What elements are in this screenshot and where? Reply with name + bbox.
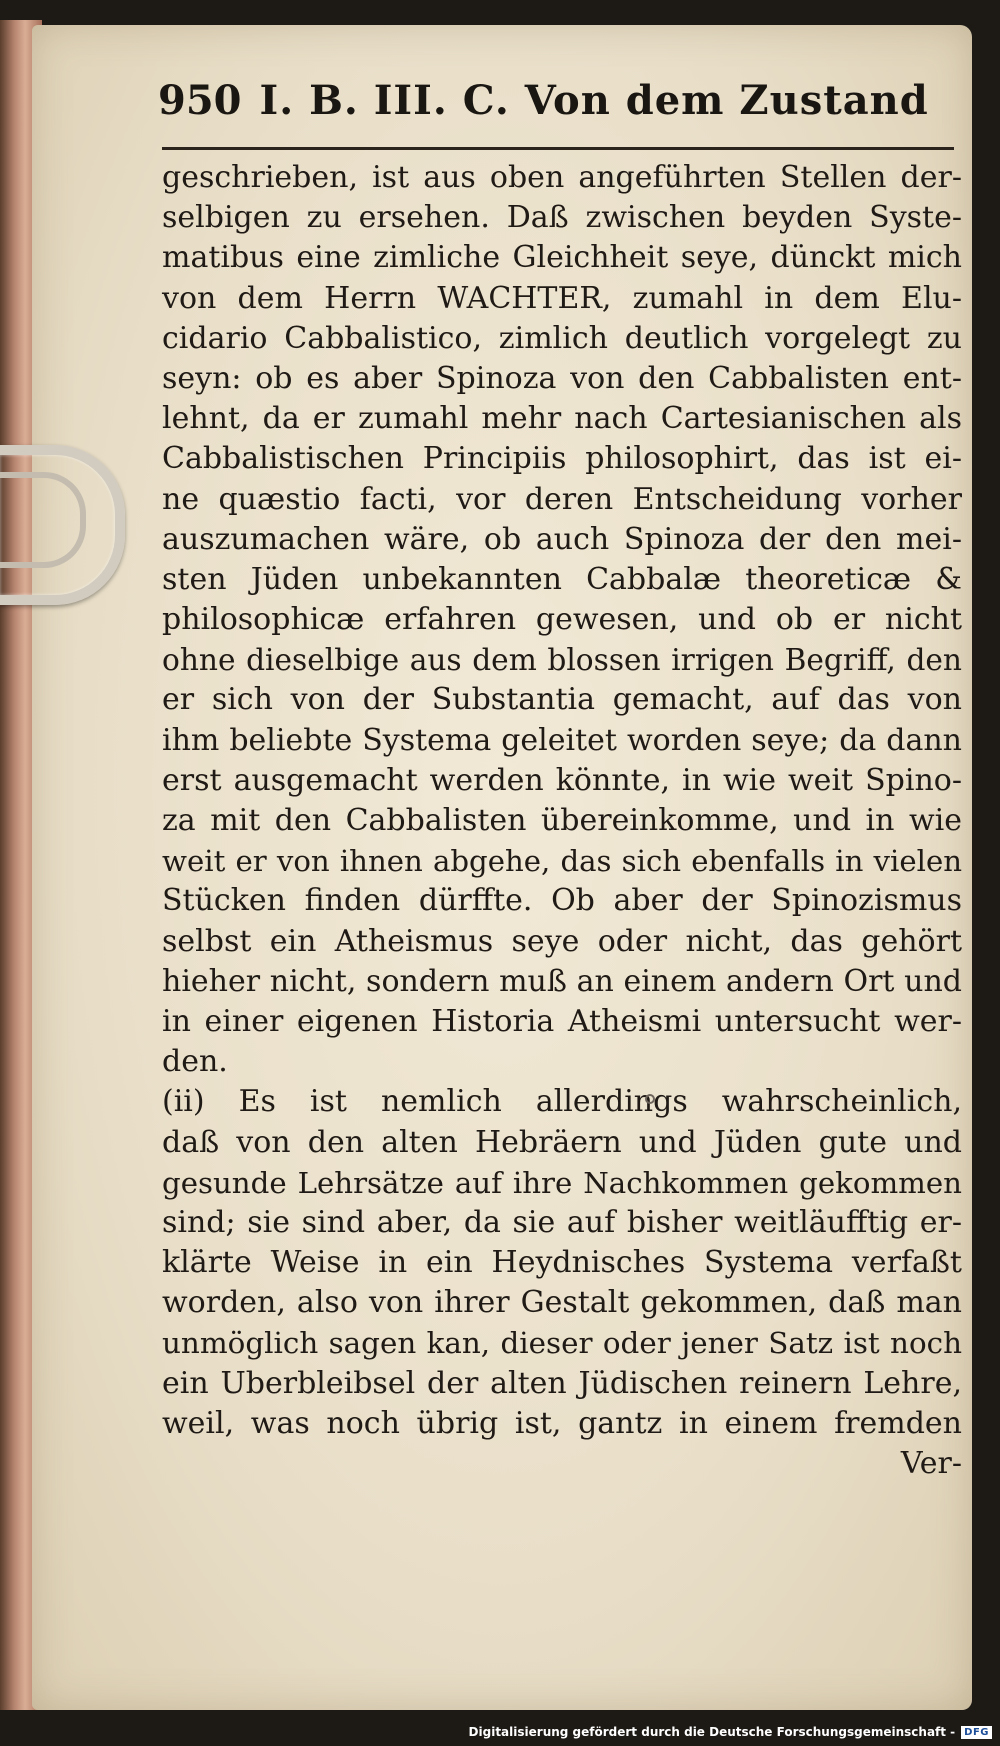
dfg-logo: DFG (961, 1726, 992, 1739)
text-line: matibus eine zimliche Gleichheit seye, dünckt mich (162, 240, 962, 276)
text-line: daß von den alten Hebräern und Jüden gute und (162, 1124, 962, 1160)
text-line: ohne dieselbige aus dem blossen irrigen Begriff, den (162, 643, 962, 678)
text-line: erst ausgemacht werden könnte, in wie weit Spino- (162, 762, 962, 798)
text-line: cidario Cabbalistico, zimlich deutlich vorgelegt zu (162, 320, 962, 356)
text-line: unmöglich sagen kan, dieser oder jener Satz ist noch (162, 1326, 962, 1361)
text-line: ein Uberbleibsel der alten Jüdischen reinern Lehre, (162, 1365, 962, 1401)
text-line: Stücken finden dürffte. Ob aber der Spinozismus (162, 883, 962, 919)
text-line: er sich von der Substantia gemacht, auf das von (162, 682, 962, 718)
text-line: auszumachen wäre, ob auch Spinoza der den mei- (162, 521, 962, 557)
page-number: 950 (158, 77, 242, 124)
text-line: ne quæstio facti, vor deren Entscheidung vorher (162, 481, 962, 517)
running-title: I. B. III. C. Von dem Zustand (259, 77, 929, 124)
text-line: lehnt, da er zumahl mehr nach Cartesianischen als (162, 401, 962, 437)
text-line: in einer eigenen Historia Atheismi untersucht wer- (162, 1003, 962, 1039)
text-line: ihm beliebte Systema geleitet worden seye; da dann (162, 722, 962, 758)
text-line: weil, was noch übrig ist, gantz in einem fremden (162, 1405, 962, 1441)
book-page (32, 25, 972, 1710)
text-line: klärte Weise in ein Heydnisches Systema verfaßt (162, 1245, 962, 1281)
text-line: selbst ein Atheismus seye oder nicht, das gehört (162, 923, 962, 959)
text-line: selbigen zu ersehen. Daß zwischen beyden Syste- (162, 200, 962, 236)
text-line: den. (162, 1044, 228, 1080)
text-line: worden, also von ihrer Gestalt gekommen, daß man (162, 1285, 962, 1321)
digitization-footer (469, 1722, 992, 1742)
text-line: von dem Herrn WACHTER, zumahl in dem Elu- (162, 280, 962, 316)
text-line: za mit den Cabbalisten übereinkomme, und in wie (162, 803, 962, 838)
text-line: hieher nicht, sondern muß an einem andern Ort und (162, 963, 962, 999)
text-line: sind; sie sind aber, da sie auf bisher weitläufftig er- (162, 1204, 962, 1240)
body-text (162, 158, 962, 1484)
page-header (158, 77, 958, 147)
header-rule (162, 147, 954, 150)
text-line: Cabbalistischen Principiis philosophirt, das ist ei- (162, 441, 962, 477)
catchword: Ver- (900, 1446, 962, 1481)
paper-clip-inner-loop (0, 472, 86, 568)
text-line: geschrieben, ist aus oben angeführten Stellen der- (162, 160, 962, 195)
text-line: gesunde Lehrsätze auf ihre Nachkommen gekommen (162, 1165, 962, 1200)
text-line: philosophicæ erfahren gewesen, und ob er nicht (162, 602, 962, 638)
ink-spot (645, 1094, 655, 1104)
text-line: seyn: ob es aber Spinoza von den Cabbalisten ent- (162, 360, 962, 396)
text-line: sten Jüden unbekannten Cabbalæ theoreticæ & (162, 561, 962, 597)
footer-credit: Digitalisierung gefördert durch die Deutsche Forschungsgemeinschaft - (468, 1725, 956, 1739)
text-line: weit er von ihnen abgehe, das sich ebenfalls in vielen (162, 844, 962, 879)
text-line: (ii) Es ist nemlich allerdings wahrscheinlich, (162, 1084, 962, 1120)
